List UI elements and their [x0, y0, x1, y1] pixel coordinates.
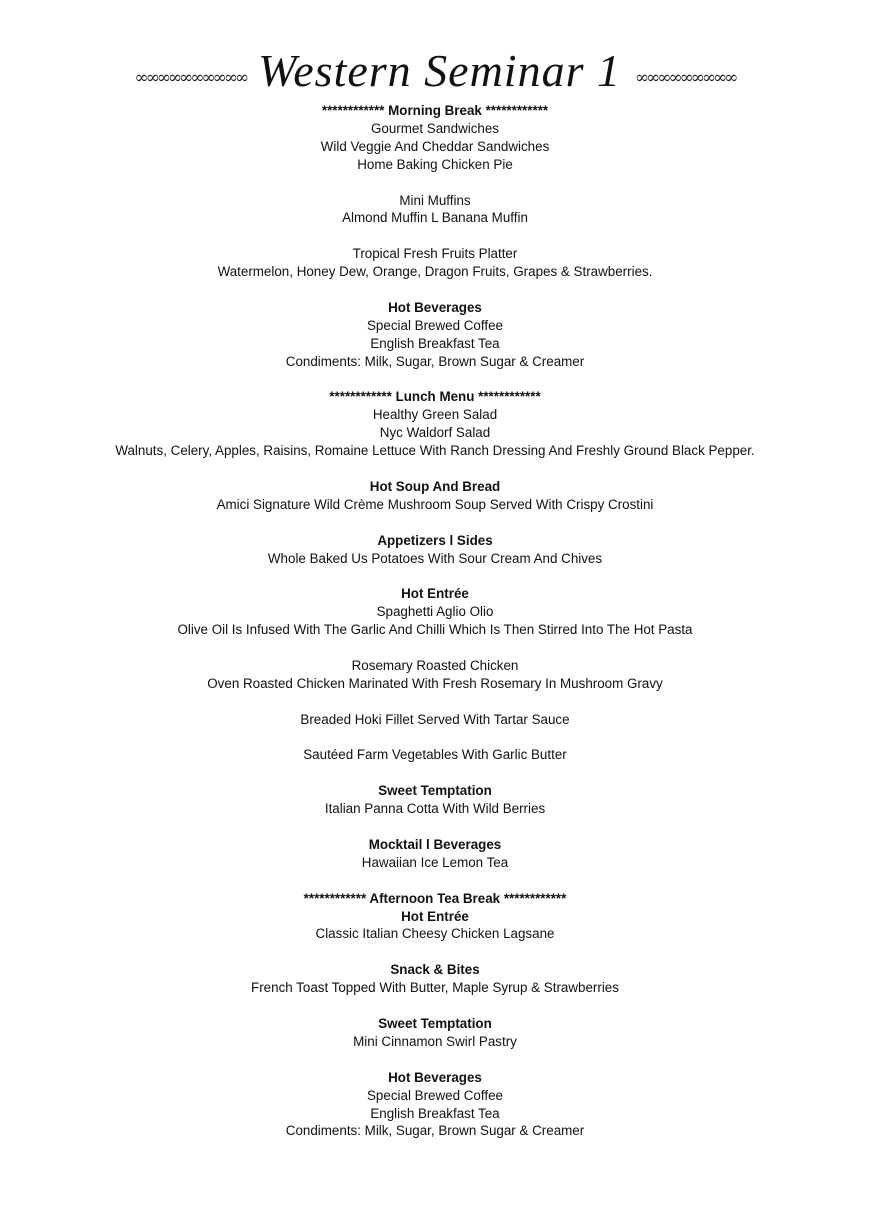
menu-item: English Breakfast Tea	[370, 1105, 500, 1121]
spacer	[0, 693, 870, 711]
spacer	[0, 639, 870, 657]
menu-item: Condiments: Milk, Sugar, Brown Sugar & Creamer	[285, 1123, 585, 1139]
menu-item: Special Brewed Coffee	[367, 1087, 503, 1103]
muffins-title: Mini Muffins	[399, 192, 471, 208]
snacks-title: Snack & Bites	[390, 962, 480, 978]
menu-item: Home Baking Chicken Pie	[357, 156, 513, 172]
spacer	[0, 764, 870, 782]
appetizers-title: Appetizers l Sides	[377, 532, 493, 548]
menu-item: Mini Cinnamon Swirl Pastry	[353, 1033, 517, 1049]
menu-item: Oven Roasted Chicken Marinated With Fresh Rosemary In Mushroom Gravy	[207, 675, 663, 691]
morning-beverages-title: Hot Beverages	[388, 299, 482, 315]
lunch-menu-heading: ************ Lunch Menu ************	[329, 389, 541, 405]
spacer	[0, 943, 870, 961]
menu-item: Amici Signature Wild Crème Mushroom Soup Served With Crispy Crostini	[216, 496, 654, 512]
spacer	[0, 1051, 870, 1069]
lunch-entree-title: Hot Entrée	[401, 586, 469, 602]
title-row	[0, 40, 870, 100]
spacer	[0, 371, 870, 389]
mocktail-title: Mocktail l Beverages	[368, 836, 502, 852]
menu-item: English Breakfast Tea	[370, 335, 500, 351]
page-title: Western Seminar 1	[258, 44, 621, 96]
menu-body	[0, 102, 870, 1140]
afternoon-entree-title: Hot Entrée	[401, 908, 469, 924]
menu-item: Italian Panna Cotta With Wild Berries	[324, 801, 546, 817]
fruits-title: Tropical Fresh Fruits Platter	[352, 246, 518, 262]
flourish-right: ∞∞∞∞∞∞∞∞∞	[635, 68, 736, 88]
spacer	[0, 872, 870, 890]
soup-title: Hot Soup And Bread	[369, 478, 501, 494]
spacer	[0, 174, 870, 192]
afternoon-beverages-title: Hot Beverages	[388, 1069, 482, 1085]
spacer	[0, 460, 870, 478]
menu-item: Walnuts, Celery, Apples, Raisins, Romaine Lettuce With Ranch Dressing And Freshly Ground Black Pepper.	[115, 443, 755, 459]
menu-item: Special Brewed Coffee	[367, 317, 503, 333]
menu-item: Spaghetti Aglio Olio	[376, 604, 494, 620]
menu-item: Classic Italian Cheesy Chicken Lagsane	[315, 926, 555, 942]
spacer	[0, 281, 870, 299]
flourish-left: ∞∞∞∞∞∞∞∞∞∞	[134, 68, 247, 88]
spacer	[0, 818, 870, 836]
menu-item: Whole Baked Us Potatoes With Sour Cream And Chives	[267, 550, 603, 566]
salad-title: Healthy Green Salad	[372, 407, 498, 423]
menu-item: Hawaiian Ice Lemon Tea	[361, 854, 509, 870]
afternoon-dessert-title: Sweet Temptation	[378, 1015, 492, 1031]
spacer	[0, 514, 870, 532]
menu-item: Watermelon, Honey Dew, Orange, Dragon Fruits, Grapes & Strawberries.	[217, 264, 653, 280]
menu-item: Nyc Waldorf Salad	[379, 425, 491, 441]
menu-item: Wild Veggie And Cheddar Sandwiches	[320, 138, 550, 154]
menu-item: Condiments: Milk, Sugar, Brown Sugar & Creamer	[285, 353, 585, 369]
menu-item: Almond Muffin L Banana Muffin	[342, 210, 528, 226]
menu-item: Olive Oil Is Infused With The Garlic And Chilli Which Is Then Stirred Into The Hot Pasta	[177, 622, 693, 638]
morning-break-heading: ************ Morning Break ************	[321, 103, 549, 118]
menu-item: French Toast Topped With Butter, Maple Syrup & Strawberries	[251, 980, 619, 996]
menu-item: Breaded Hoki Fillet Served With Tartar Sauce	[300, 711, 570, 727]
sandwiches-title: Gourmet Sandwiches	[370, 120, 499, 136]
spacer	[0, 729, 870, 747]
menu-item: Rosemary Roasted Chicken	[351, 657, 519, 673]
afternoon-tea-heading: ************ Afternoon Tea Break ************	[303, 890, 567, 906]
spacer	[0, 567, 870, 585]
spacer	[0, 227, 870, 245]
lunch-dessert-title: Sweet Temptation	[378, 783, 492, 799]
spacer	[0, 997, 870, 1015]
menu-item: Sautéed Farm Vegetables With Garlic Butter	[303, 747, 567, 763]
